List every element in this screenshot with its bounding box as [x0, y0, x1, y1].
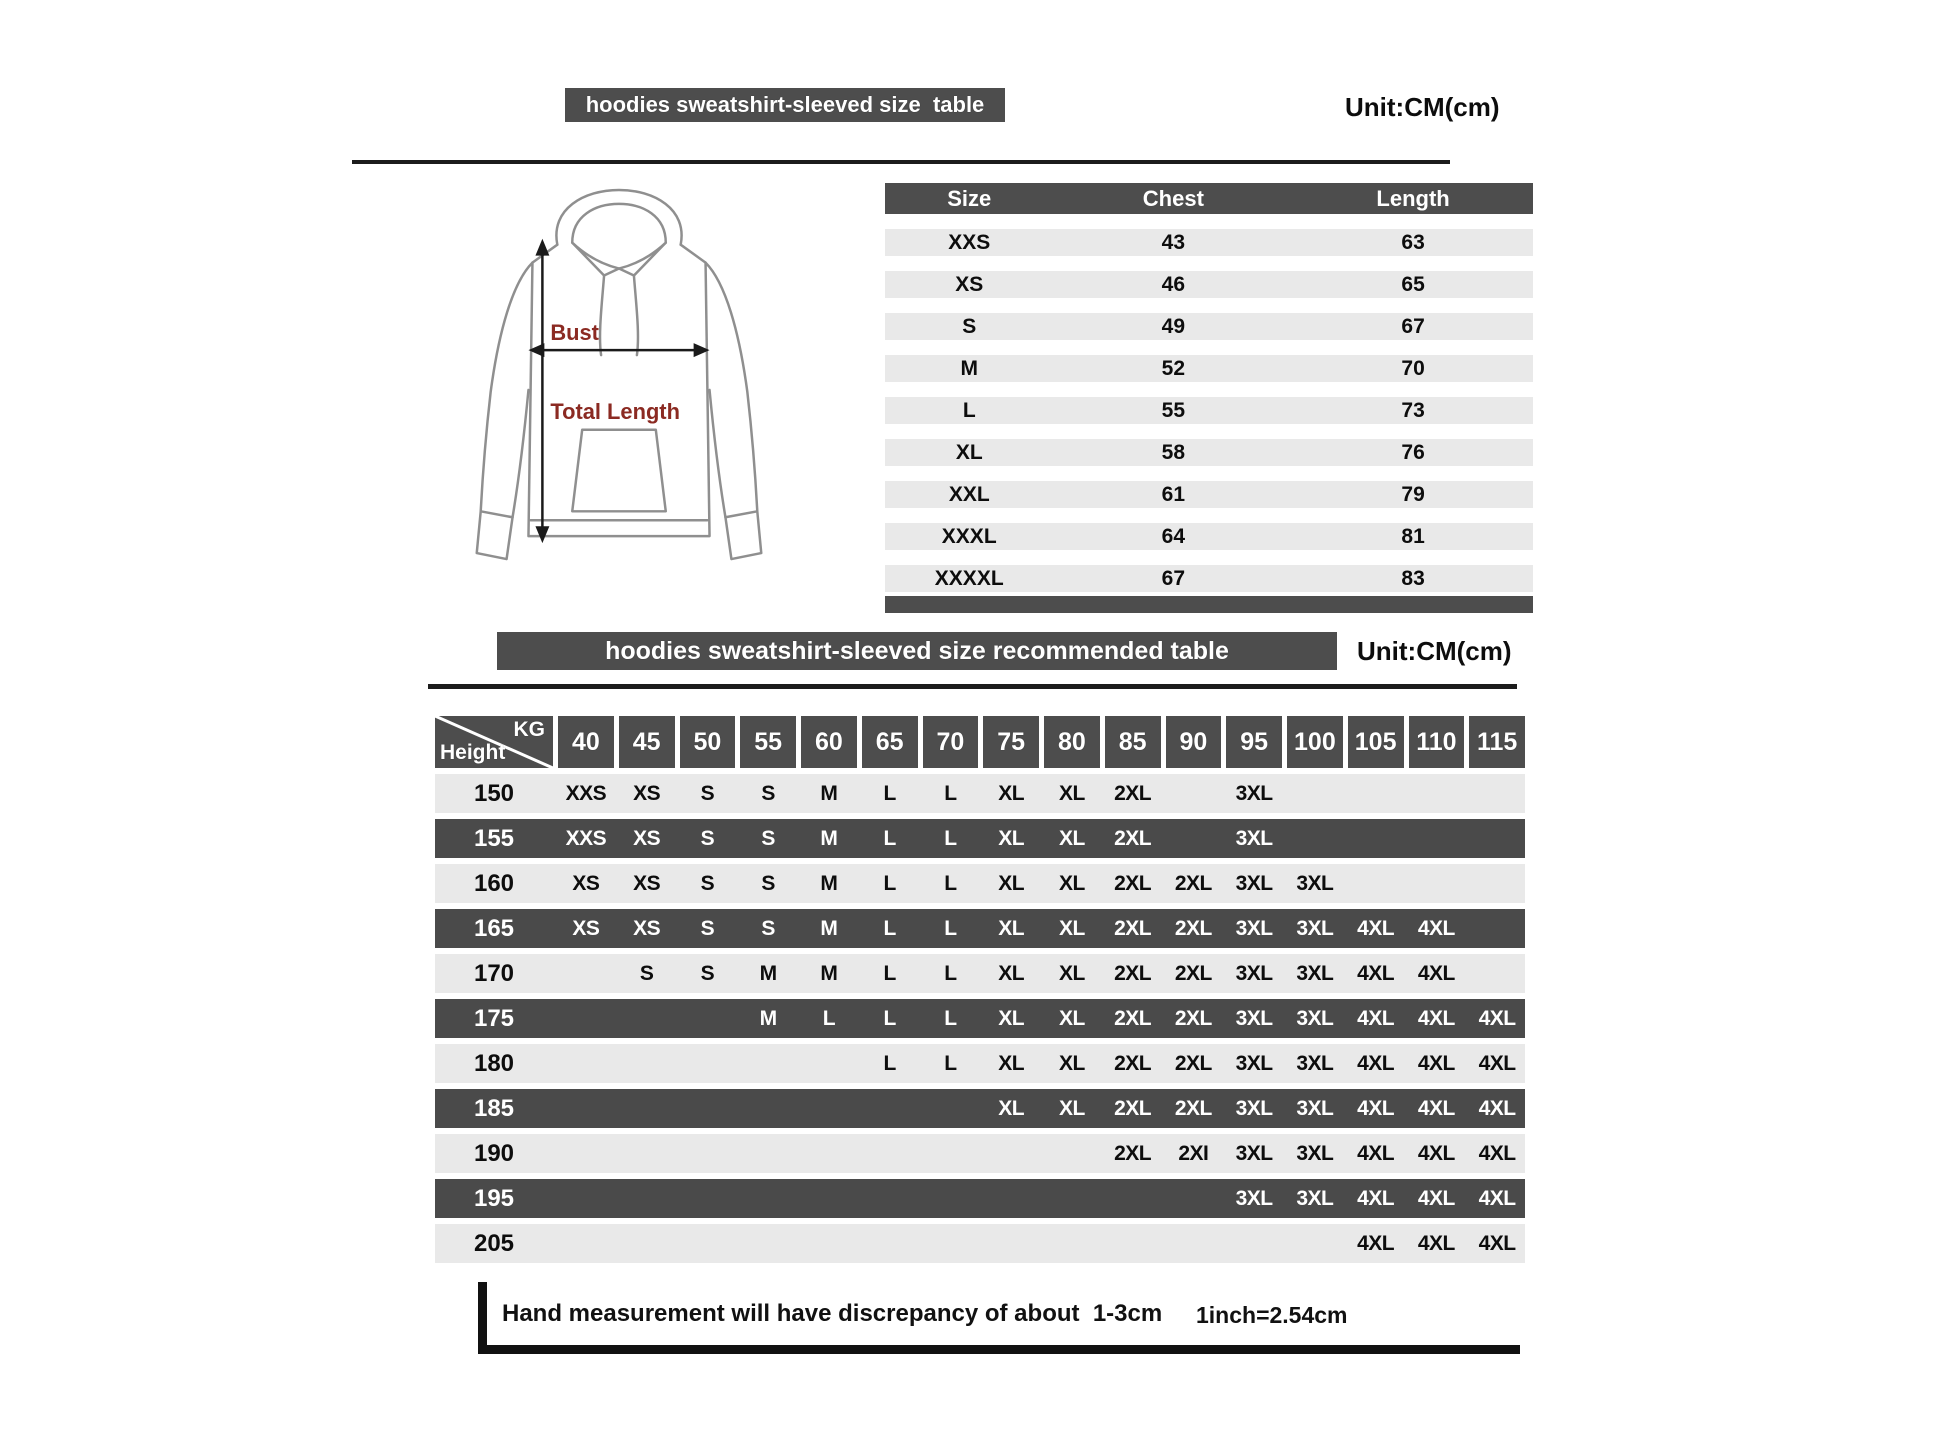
size-recommendation-cell: XL	[998, 781, 1025, 805]
height-label: 180	[473, 1049, 515, 1077]
size-recommendation-cell: 4XL	[1478, 1141, 1516, 1165]
size-recommendation-cell: 2XL	[1174, 961, 1212, 985]
size-recommendation-cell: XS	[572, 916, 600, 940]
size-recommendation-cell: L	[944, 916, 957, 940]
weight-column-header: 45	[619, 716, 675, 768]
size-recommendation-cell: XL	[1058, 781, 1085, 805]
kangaroo-pocket	[572, 430, 666, 512]
height-label: 185	[473, 1094, 515, 1122]
size-cell: M	[960, 356, 978, 380]
size-recommendation-cell: M	[759, 961, 777, 985]
size-recommendation-cell: M	[759, 1006, 777, 1030]
size-recommendation-cell: 3XL	[1235, 1141, 1273, 1165]
corner-kg-label: KG	[513, 718, 545, 741]
collar	[572, 243, 666, 276]
size-recommendation-cell: L	[944, 961, 957, 985]
size-recommendation-matrix	[435, 716, 1525, 1263]
matrix-row	[435, 999, 1525, 1038]
size-recommendation-cell: 4XL	[1478, 1096, 1516, 1120]
size-recommendation-cell: 3XL	[1235, 916, 1273, 940]
footer-bottom-line	[478, 1345, 1520, 1354]
weight-column-header: 100	[1287, 716, 1343, 768]
weight-column-header: 115	[1469, 716, 1525, 768]
size-recommendation-cell: 4XL	[1417, 1186, 1455, 1210]
total-length-label: Total Length	[550, 398, 680, 424]
body-outline	[528, 245, 709, 536]
size-recommendation-cell: 2XL	[1114, 1141, 1152, 1165]
size-recommendation-cell: XL	[998, 1051, 1025, 1075]
size-recommendation-cell: 2XL	[1114, 1096, 1152, 1120]
size-recommendation-cell: L	[822, 1006, 836, 1030]
weight-column-header: 40	[558, 716, 614, 768]
hood-outline	[556, 190, 681, 245]
size-recommendation-cell: 4XL	[1417, 1231, 1455, 1255]
size-recommendation-cell: S	[700, 961, 715, 985]
length-cell: 79	[1401, 482, 1425, 506]
matrix-row	[435, 1044, 1525, 1083]
unit-label-2: Unit:CM(cm)	[1357, 636, 1512, 666]
unit-label-1: Unit:CM(cm)	[1345, 92, 1500, 122]
size-recommendation-cell: 3XL	[1296, 1051, 1334, 1075]
matrix-corner-cell	[435, 716, 553, 768]
divider-line-2	[428, 684, 1517, 689]
size-cell: XXS	[948, 230, 991, 254]
size-recommendation-cell: S	[700, 826, 715, 850]
size-table-row	[885, 313, 1533, 340]
height-label: 170	[473, 959, 515, 987]
size-recommendation-cell: 3XL	[1296, 1141, 1334, 1165]
weight-column-header: 105	[1348, 716, 1404, 768]
size-table	[885, 183, 1533, 613]
matrix-row	[435, 774, 1525, 813]
left-sleeve	[481, 263, 533, 518]
size-recommendation-cell: 4XL	[1357, 1141, 1395, 1165]
size-recommendation-cell: 4XL	[1478, 1051, 1516, 1075]
size-recommendation-cell: 2XI	[1178, 1141, 1209, 1165]
height-label: 190	[473, 1139, 515, 1167]
size-recommendation-cell: 3XL	[1296, 871, 1334, 895]
size-recommendation-cell: 4XL	[1357, 1186, 1395, 1210]
size-recommendation-cell: L	[944, 871, 957, 895]
chest-cell: 64	[1161, 524, 1186, 548]
chest-cell: 55	[1161, 398, 1186, 422]
matrix-header-row	[435, 716, 1525, 768]
weight-column-header: 60	[801, 716, 857, 768]
weight-column-header: 65	[862, 716, 918, 768]
matrix-row	[435, 819, 1525, 858]
matrix-row	[435, 1224, 1525, 1263]
size-recommendation-cell: M	[820, 871, 838, 895]
size-recommendation-cell: S	[761, 826, 775, 850]
size-cell: XXXL	[941, 524, 997, 548]
size-recommendation-cell: 2XL	[1174, 1051, 1212, 1075]
size-recommendation-cell: 4XL	[1417, 1006, 1455, 1030]
size-recommendation-cell: XL	[1058, 1006, 1085, 1030]
size-cell: XS	[955, 272, 984, 296]
size-recommendation-cell: 2XL	[1114, 1006, 1152, 1030]
size-table-header-cell: Length	[1376, 185, 1450, 211]
left-cuff	[477, 511, 513, 559]
size-recommendation-cell: XL	[998, 1096, 1025, 1120]
size-recommendation-cell: M	[820, 826, 838, 850]
hoodie-measurement-diagram	[452, 183, 786, 571]
size-recommendation-cell: 3XL	[1235, 1006, 1273, 1030]
bust-label: Bust	[550, 320, 599, 346]
size-recommendation-cell: XL	[1058, 961, 1085, 985]
size-recommendation-cell: 3XL	[1235, 826, 1273, 850]
matrix-row	[435, 954, 1525, 993]
size-recommendation-cell: 3XL	[1235, 961, 1273, 985]
inch-conversion-note: 1inch=2.54cm	[1196, 1302, 1348, 1328]
height-label: 175	[473, 1004, 515, 1032]
size-recommendation-cell: 3XL	[1296, 961, 1334, 985]
size-table-row	[885, 229, 1533, 256]
size-recommendation-cell: L	[883, 781, 896, 805]
size-recommendation-cell: 4XL	[1417, 961, 1455, 985]
arrow-heads	[528, 239, 709, 543]
size-recommendation-cell: 2XL	[1114, 871, 1152, 895]
size-recommendation-cell: XS	[633, 781, 661, 805]
size-recommendation-cell: 2XL	[1114, 916, 1152, 940]
chest-cell: 46	[1161, 272, 1186, 296]
size-recommendation-cell: XL	[998, 961, 1025, 985]
size-recommendation-cell: 4XL	[1417, 1051, 1455, 1075]
length-cell: 70	[1401, 356, 1425, 380]
chest-cell: 49	[1161, 314, 1186, 338]
weight-column-header: 90	[1166, 716, 1222, 768]
weight-column-header: 85	[1105, 716, 1161, 768]
size-table-row	[885, 397, 1533, 424]
size-cell: S	[962, 314, 977, 338]
height-label: 150	[473, 779, 515, 807]
length-cell: 83	[1401, 566, 1425, 590]
size-table-row	[885, 355, 1533, 382]
size-table-header-cell: Chest	[1142, 185, 1204, 211]
weight-column-header: 50	[680, 716, 736, 768]
size-recommendation-cell: S	[761, 781, 775, 805]
weight-column-header: 80	[1044, 716, 1100, 768]
size-recommendation-cell: M	[820, 916, 838, 940]
matrix-row	[435, 1089, 1525, 1128]
size-recommendation-cell: 4XL	[1357, 961, 1395, 985]
size-recommendation-cell: XL	[1058, 871, 1085, 895]
size-recommendation-cell: S	[761, 916, 775, 940]
size-table-body	[885, 229, 1533, 592]
size-recommendation-cell: M	[820, 781, 838, 805]
size-recommendation-cell: 3XL	[1296, 1186, 1334, 1210]
size-recommendation-cell: XL	[1058, 1051, 1085, 1075]
size-recommendation-cell: L	[944, 781, 957, 805]
size-recommendation-cell: S	[639, 961, 654, 985]
size-table-row	[885, 565, 1533, 592]
right-sleeve	[706, 263, 758, 518]
size-recommendation-cell: XL	[998, 1006, 1025, 1030]
size-recommendation-cell: 4XL	[1417, 1141, 1455, 1165]
size-recommendation-cell: 3XL	[1235, 1186, 1273, 1210]
drawstrings	[600, 276, 638, 356]
size-recommendation-cell: XL	[1058, 1096, 1085, 1120]
size-recommendation-cell: 2XL	[1174, 916, 1212, 940]
height-label: 155	[473, 824, 515, 852]
weight-column-header: 110	[1409, 716, 1465, 768]
size-recommendation-cell: XL	[1058, 826, 1085, 850]
length-cell: 76	[1401, 440, 1425, 464]
size-recommendation-cell: S	[761, 871, 775, 895]
chest-cell: 58	[1161, 440, 1186, 464]
matrix-row	[435, 909, 1525, 948]
size-recommendation-cell: 3XL	[1235, 781, 1273, 805]
size-recommendation-cell: XXS	[565, 826, 607, 850]
length-cell: 81	[1401, 524, 1425, 548]
height-label: 160	[473, 869, 515, 897]
size-recommendation-cell: L	[883, 1051, 896, 1075]
size-recommendation-cell: XXS	[565, 781, 607, 805]
size-cell: XL	[955, 440, 983, 464]
size-recommendation-cell: S	[700, 916, 715, 940]
length-cell: 63	[1401, 230, 1425, 254]
size-table-row	[885, 523, 1533, 550]
divider-line-1	[352, 160, 1450, 164]
size-recommendation-cell: XL	[998, 871, 1025, 895]
measurement-arrows	[536, 249, 701, 534]
length-cell: 65	[1401, 272, 1425, 296]
length-cell: 67	[1401, 314, 1425, 338]
matrix-row	[435, 1134, 1525, 1173]
size-cell: XXL	[948, 482, 990, 506]
size-recommendation-cell: 4XL	[1417, 1096, 1455, 1120]
size-recommendation-cell: 4XL	[1357, 1096, 1395, 1120]
size-recommendation-cell: L	[944, 1051, 957, 1075]
size-recommendation-cell: 4XL	[1357, 1006, 1395, 1030]
size-recommendation-cell: L	[944, 1006, 957, 1030]
footer-note-block	[478, 1282, 1520, 1356]
size-recommendation-cell: 4XL	[1478, 1186, 1516, 1210]
recommended-table-title: hoodies sweatshirt-sleeved size recommended table	[497, 632, 1337, 670]
size-recommendation-cell: 2XL	[1114, 781, 1152, 805]
size-cell: L	[962, 398, 976, 422]
size-recommendation-cell: 3XL	[1296, 916, 1334, 940]
size-table-row	[885, 481, 1533, 508]
size-recommendation-cell: XS	[572, 871, 600, 895]
size-recommendation-cell: 2XL	[1174, 1096, 1212, 1120]
size-table-header	[885, 183, 1533, 214]
size-recommendation-cell: L	[883, 1006, 896, 1030]
size-recommendation-cell: XS	[633, 826, 661, 850]
size-recommendation-cell: 3XL	[1296, 1096, 1334, 1120]
size-recommendation-cell: XL	[998, 826, 1025, 850]
weight-column-header: 70	[923, 716, 979, 768]
size-recommendation-cell: XL	[1058, 916, 1085, 940]
size-recommendation-cell: 3XL	[1235, 1051, 1273, 1075]
corner-height-label: Height	[440, 741, 506, 764]
size-recommendation-cell: XS	[633, 916, 661, 940]
size-recommendation-cell: 2XL	[1174, 1006, 1212, 1030]
size-recommendation-cell: L	[883, 961, 896, 985]
size-recommendation-cell: XS	[633, 871, 661, 895]
size-recommendation-cell: L	[883, 826, 896, 850]
size-recommendation-cell: 3XL	[1235, 871, 1273, 895]
size-recommendation-cell: 2XL	[1114, 961, 1152, 985]
size-recommendation-cell: 4XL	[1478, 1231, 1516, 1255]
chest-cell: 61	[1161, 482, 1186, 506]
size-recommendation-cell: 4XL	[1357, 916, 1395, 940]
chest-cell: 67	[1161, 566, 1186, 590]
size-table-header-cell: Size	[947, 185, 992, 211]
size-recommendation-cell: S	[700, 871, 715, 895]
size-recommendation-cell: 2XL	[1114, 826, 1152, 850]
size-recommendation-cell: 2XL	[1174, 871, 1212, 895]
size-recommendation-cell: 4XL	[1417, 916, 1455, 940]
size-recommendation-cell: 4XL	[1357, 1231, 1395, 1255]
size-recommendation-cell: L	[883, 916, 896, 940]
size-recommendation-cell: L	[944, 826, 957, 850]
measurement-discrepancy-note: Hand measurement will have discrepancy of about 1-3cm	[502, 1300, 1163, 1327]
size-recommendation-cell: M	[820, 961, 838, 985]
size-table-row	[885, 271, 1533, 298]
right-cuff	[725, 511, 761, 559]
chest-cell: 52	[1161, 356, 1186, 380]
height-label: 205	[473, 1229, 515, 1257]
height-label: 165	[473, 914, 515, 942]
height-label: 195	[473, 1184, 515, 1212]
size-recommendation-cell: S	[700, 781, 715, 805]
footer-vertical-bar	[478, 1282, 487, 1352]
size-recommendation-cell: 2XL	[1114, 1051, 1152, 1075]
size-recommendation-cell: L	[883, 871, 896, 895]
size-table-title: hoodies sweatshirt-sleeved size table	[565, 88, 1005, 122]
chest-cell: 43	[1161, 230, 1186, 254]
size-recommendation-cell: 4XL	[1357, 1051, 1395, 1075]
size-table-footer-bar	[885, 596, 1533, 613]
size-recommendation-cell: 4XL	[1478, 1006, 1516, 1030]
matrix-body	[435, 774, 1525, 1263]
weight-column-header: 55	[740, 716, 796, 768]
matrix-row	[435, 1179, 1525, 1218]
size-recommendation-cell: XL	[998, 916, 1025, 940]
matrix-row	[435, 864, 1525, 903]
length-cell: 73	[1401, 398, 1425, 422]
size-recommendation-cell: 3XL	[1235, 1096, 1273, 1120]
size-cell: XXXXL	[934, 566, 1004, 590]
size-recommendation-cell: 3XL	[1296, 1006, 1334, 1030]
weight-column-header: 75	[983, 716, 1039, 768]
size-table-row	[885, 439, 1533, 466]
weight-column-header: 95	[1226, 716, 1282, 768]
